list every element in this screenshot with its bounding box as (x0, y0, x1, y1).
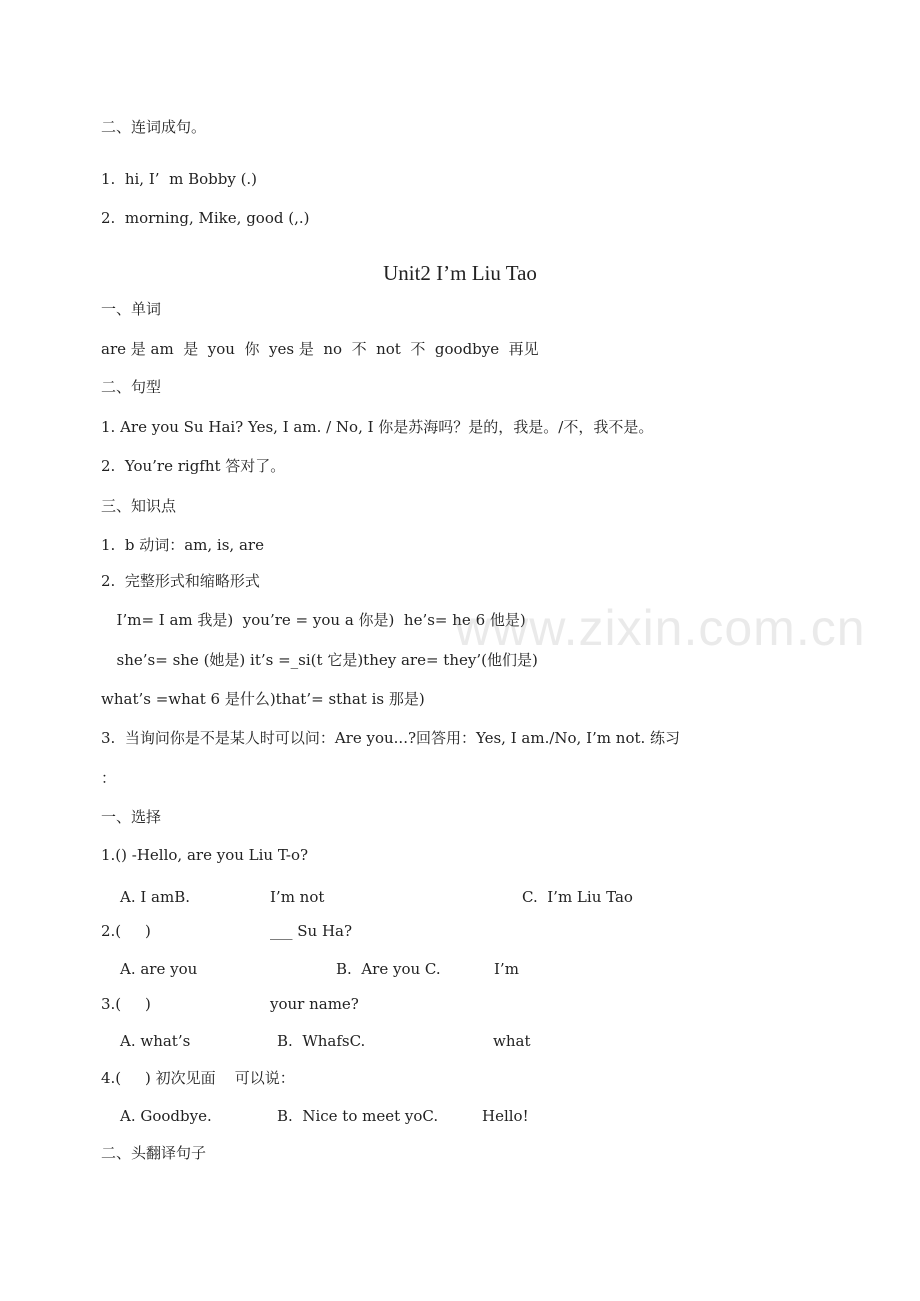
question-3-stem: your name? (270, 995, 359, 1013)
watermark: www.zixin.com.cn (455, 600, 866, 656)
question-1: 1.() -Hello, are you Liu T-o? (101, 846, 309, 864)
question-4: 4.( ) 初次见面 可以说： (101, 1069, 295, 1087)
question-2: 2.( ) (101, 922, 151, 940)
question-4-option-c: Hello! (482, 1107, 529, 1125)
point-contractions-2: she’s= she (她是) it’s =_si(t 它是)they are= they’(他们是) (107, 651, 538, 669)
point-item-1: 1. b 动词：am, is, are (101, 536, 264, 554)
question-2-option-b: B. Are you C. (336, 960, 441, 978)
question-3: 3.( ) (101, 995, 151, 1013)
question-2-option-a: A. are you (120, 960, 198, 978)
question-4-option-b: B. Nice to meet yoC. (277, 1107, 439, 1125)
connect-item-2: 2. morning, Mike, good (,.) (101, 209, 310, 227)
question-2-option-c: I’m (494, 960, 519, 978)
point-item-2: 2. 完整形式和缩略形式 (101, 572, 260, 590)
section-heading-words: 一、单词 (101, 300, 162, 318)
section-heading-points: 三、知识点 (101, 497, 177, 515)
section-heading-choice: 一、选择 (101, 808, 162, 826)
section-heading-translate: 二、头翻译句子 (101, 1144, 207, 1162)
point-item-3-colon: ： (101, 769, 117, 787)
section-heading-patterns: 二、句型 (101, 378, 162, 396)
point-item-3: 3. 当询问你是不是某人时可以问：Are you...?回答用：Yes, I am./No, I’m not. 练习 (101, 729, 681, 747)
pattern-item-1: 1. Are you Su Hai? Yes, I am. / No, I 你是苏海吗？是的，我是。/不，我不是。 (101, 418, 654, 436)
point-contractions-3: what’s =what 6 是什么)that’= sthat is 那是) (101, 690, 425, 708)
question-3-option-b: B. WhafsC. (277, 1032, 366, 1050)
question-3-option-c: what (493, 1032, 531, 1050)
question-4-option-a: A. Goodbye. (120, 1107, 212, 1125)
question-2-stem: ___ Su Ha? (270, 922, 353, 940)
question-3-option-a: A. what’s (120, 1032, 191, 1050)
words-line: are 是 am 是 you 你 yes 是 no 不 not 不 goodbye 再见 (101, 340, 539, 358)
question-1-option-c: C. I’m Liu Tao (522, 888, 633, 906)
question-1-option-b: I’m not (270, 888, 325, 906)
unit-title: Unit2 I’m Liu Tao (383, 261, 537, 285)
question-1-option-a: A. I amB. (120, 888, 191, 906)
pattern-item-2: 2. You’re rigfht 答对了。 (101, 457, 286, 475)
point-contractions-1: I’m= I am 我是) you’re = you a 你是) he’s= he 6 他是) (107, 611, 526, 629)
section-heading-connect: 二、连词成句。 (101, 118, 207, 136)
connect-item-1: 1. hi, I’ m Bobby (.) (101, 170, 258, 188)
